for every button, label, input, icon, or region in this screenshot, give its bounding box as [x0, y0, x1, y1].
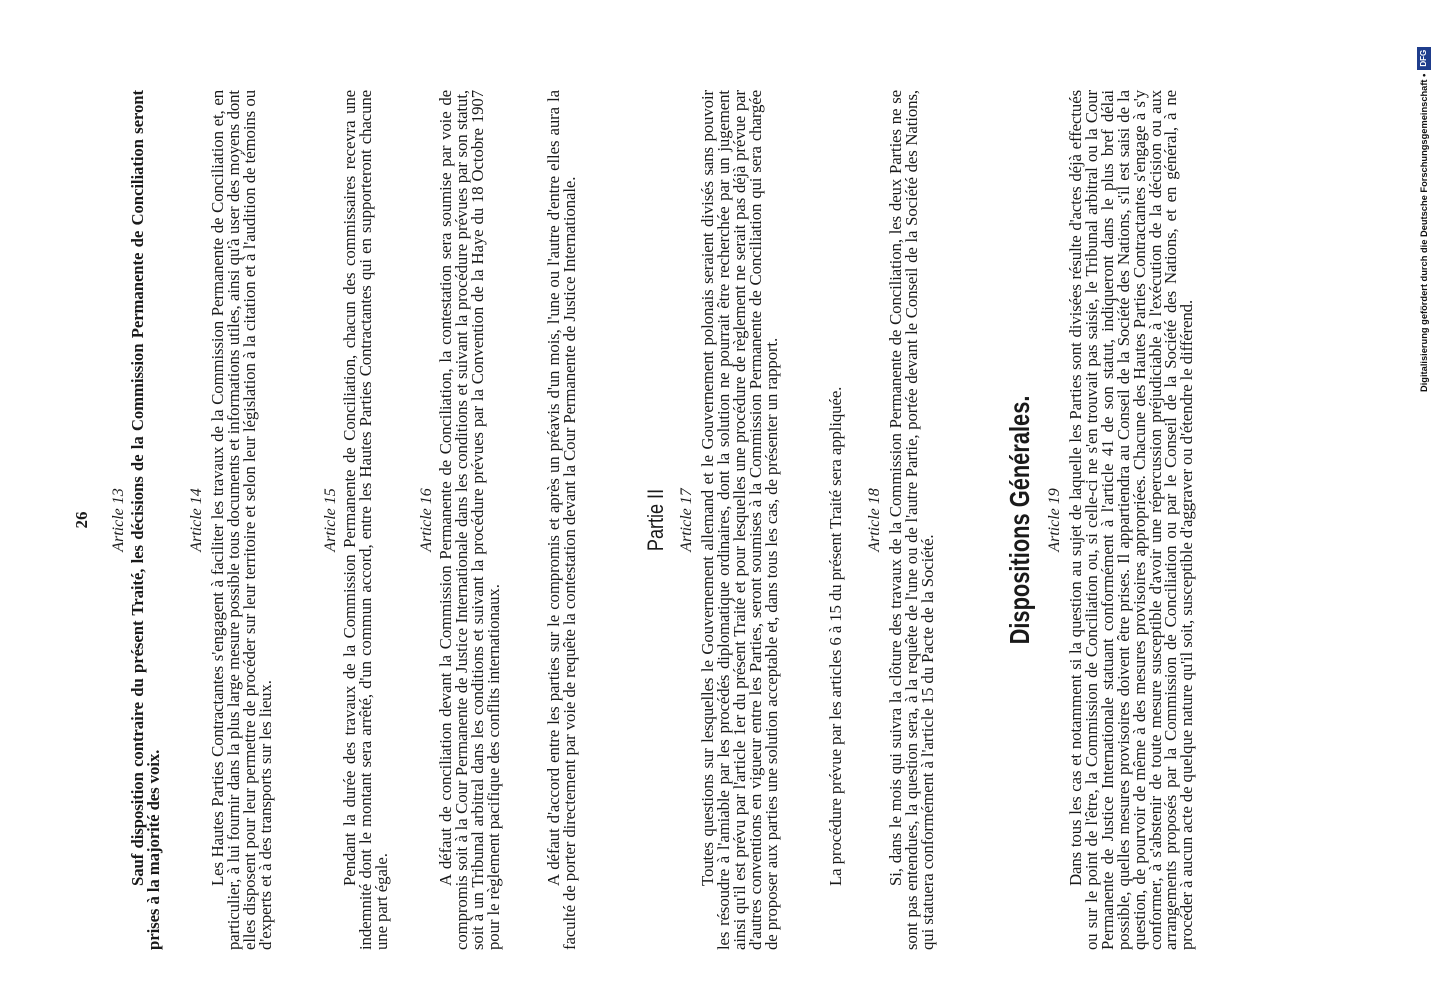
digitization-credit-text: Digitalisierung gefördert durch die Deutsche Forschungsgemeinschaft •: [1419, 73, 1429, 392]
article-14-heading: Article 14: [188, 488, 205, 552]
article-19-heading: Article 19: [1046, 488, 1063, 552]
article-14-text: Les Hautes Parties Contractantes s'engagent à faciliter les travaux de la Commission Permanente de Conciliation et, en particulier, à lui fournir dans la plus large mesure possible tous documents et informations utiles, ainsi qu'à user des moyens dont elles disposent pour leur permettre de procéder sur leur territoire et selon leur législation à la citation et à l'audition de témoins ou d'experts et à des transports sur les lieux.: [208, 90, 275, 950]
article-19-text: Dans tous les cas et notamment si la question au sujet de laquelle les Parties sont divisées résulte d'actes déjà effectués ou sur le point de l'être, la Commission de Conciliation ou, si celle-ci ne s'en trouvait pas saisie, le Tribunal arbitral ou la Cour Permanente de Justice Internationale statuant conformément à l'article 41 de son statut, indiqueront dans le plus bref délai possible, quelles mesures provisoires doivent être prises. Il appartiendra au Conseil de la Société des Nations, s'il est saisi de la question, de pourvoir de même à des mesures provisoires appropriées. Chacune des Hautes Parties Contractantes s'engage à s'y conformer, à s'abstenir de toute mesure susceptible d'avoir une répercussion préjudiciable à l'exécution de la décision ou aux arrangements proposés par la Commission de Conciliation ou par le Conseil de la Société des Nations, et en général, à ne procéder à aucun acte de quelque nature qu'il soit, susceptible d'aggraver ou d'étendre le différend.: [1066, 90, 1197, 950]
article-16-heading: Article 16: [418, 488, 435, 552]
dfg-logo: DFG: [1417, 47, 1431, 70]
page-number: 26: [72, 511, 91, 529]
article-17-text-2: La procédure prévue par les articles 6 à 15 du présent Traité sera appliquée.: [826, 386, 845, 886]
article-16-text-2: A défaut d'accord entre les parties sur le compromis et après un préavis d'un mois, l'une ou l'autre d'entre elles aura la faculté de porter directement par voie de requête la contestation devant la Cour Permanente de Justice Internationale.: [544, 90, 579, 950]
digitization-credit: [1416, 8, 1432, 392]
article-16-text-1: A défaut de conciliation devant la Commission Permanente de Conciliation, la contestation sera soumise par voie de compromis soit à la Cour Permanente de Justice Internationale dans les conditions et suivant la procédure prévues par son statut, soit à un Tribunal arbitral dans les conditions et suivant la procédure prévues par la Convention de la Haye du 18 Octobre 1907 pour le règlement pacifique des conflits internationaux.: [436, 90, 503, 950]
part-heading: Partie II: [643, 488, 668, 552]
article-17-text-1: Toutes questions sur lesquelles le Gouvernement allemand et le Gouvernement polonais seraient divisés sans pouvoir les résoudre à l'amiable par les procédés diplomatique ordinaires, dont la solution ne pourrait être recherchée par un jugement ainsi qu'il est prévu par l'article 1er du présent Traité et pour lesquelles une procédure de règlement ne serait pas déjà prévue par d'autres conventions en vigueur entre les Parties, seront soumises à la Commission Permanente de Conciliation qui sera chargée de proposer aux parties une solution acceptable et, dans tous les cas, de présenter un rapport.: [698, 90, 781, 950]
section-heading: Dispositions Générales.: [1004, 395, 1035, 645]
article-15-text: Pendant la durée des travaux de la Commission Permanente de Conciliation, chacun des commissaires recevra une indemnité dont le montant sera arrêté, d'un commun accord, entre les Hautes Parties Contractantes qui en supporteront chacune une part égale.: [340, 90, 391, 950]
article-13-heading: Article 13: [110, 488, 127, 552]
article-18-text: Si, dans le mois qui suivra la clôture des travaux de la Commission Permanente de Conciliation, les deux Parties ne se sont pas entendues, la question sera, à la requête de l'une ou de l'autre Partie, portée devant le Conseil de la Société des Nations, qui statuera conformément à l'article 15 du Pacte de la Société.: [886, 90, 937, 950]
article-17-heading: Article 17: [678, 488, 695, 552]
article-18-heading: Article 18: [866, 488, 883, 552]
document-page: [50, 50, 1350, 950]
article-15-heading: Article 15: [322, 488, 339, 552]
article-13-text: Sauf disposition contraire du présent Traité, les décisions de la Commission Permanente de Conciliation seront prises à la majorité des voix.: [128, 90, 163, 950]
